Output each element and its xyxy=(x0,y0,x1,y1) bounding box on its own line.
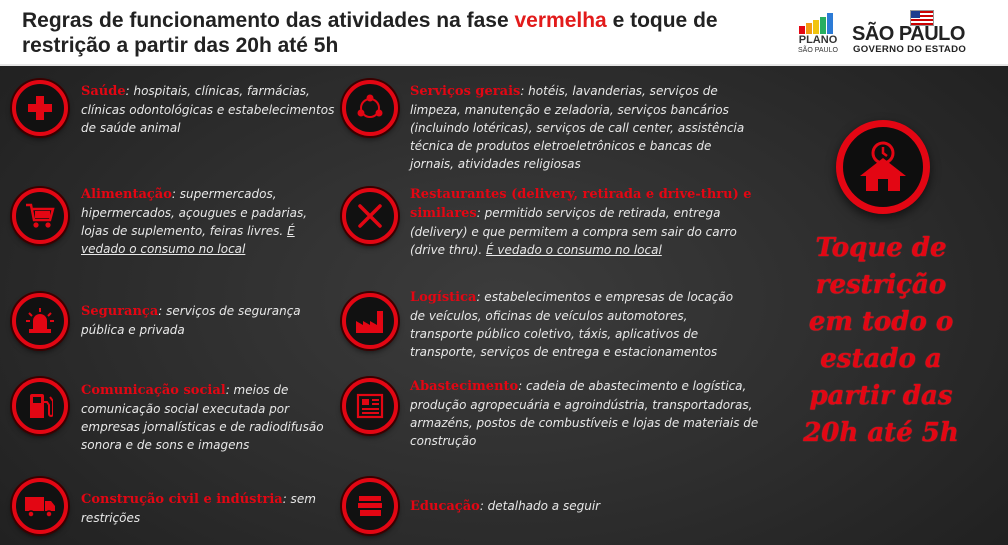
item-label: Comunicação social xyxy=(81,383,226,398)
item-label: Segurança xyxy=(81,304,159,319)
item-label: Construção civil e indústria xyxy=(81,492,283,507)
medical-cross-icon xyxy=(12,80,68,136)
books-icon xyxy=(342,478,398,534)
shopping-cart-icon xyxy=(12,188,68,244)
item-label: Saúde xyxy=(81,84,126,99)
bar-chart-icon xyxy=(799,12,839,34)
curfew-text: Toque de restrição em todo o estado a partir das 20h até 5h xyxy=(803,233,959,448)
item-text: : hotéis, lavanderias, serviços de limpeza, manutenção e zeladoria, serviços bancários (incluindo lotéricas), serviços de call center, assistência técnica de produtos eletroeletrônicos e bancas de jornais, atividades religiosas xyxy=(410,84,745,171)
item-underlined-text: É vedado o consumo no local xyxy=(81,224,295,256)
sp-logo-name: SÃO PAULO xyxy=(852,23,965,45)
title-highlight: vermelha xyxy=(514,9,607,32)
item-text: : supermercados, hipermercados, açougues e padarias, lojas de suplemento, feiras livres. xyxy=(81,187,308,238)
item-text: : meios de comunicação social executada por empresas jornalísticas e de radiodifusão sonora e de sons e imagens xyxy=(81,383,324,452)
plano-label: PLANO xyxy=(798,34,838,46)
item-text: : serviços de segurança pública e privada xyxy=(81,304,301,337)
governo-sp-logo xyxy=(852,8,982,58)
item-text: : estabelecimentos e empresas de locação de veículos, oficinas de veículos automotores, transporte público coletivo, táxis, aplicativos de transporte, serviços de entrega e estacionamentos xyxy=(410,290,734,359)
item-text: : hospitais, clínicas, farmácias, clínicas odontológicas e estabelecimentos de saúde animal xyxy=(81,84,335,135)
newspaper-icon xyxy=(342,378,398,434)
siren-icon xyxy=(12,293,68,349)
item-label: Educação xyxy=(410,499,480,514)
header xyxy=(0,0,1008,66)
item-label: Alimentação xyxy=(81,187,172,202)
item-text: : cadeia de abastecimento e logística, produção agropecuária e agroindústria, transportadoras, armazéns, postos de combustíveis e lojas de materiais de construção xyxy=(410,379,759,448)
truck-icon xyxy=(12,478,68,534)
item-underlined-text: É vedado o consumo no local xyxy=(486,243,662,257)
page-title: Regras de funcionamento das atividades na fase vermelha e toque de restrição a partir das 20h até 5h xyxy=(22,9,718,57)
factory-icon xyxy=(342,293,398,349)
item-text: : detalhado a seguir xyxy=(479,499,601,513)
item-text: : permitido serviços de retirada, entrega (delivery) e que permitem a compra sem sair do carro (drive thru). xyxy=(410,206,737,257)
fork-knife-icon xyxy=(342,188,398,244)
item-label: Restaurantes (delivery, retirada e drive-thru) e similares xyxy=(410,187,752,221)
item-label: Serviços gerais xyxy=(410,84,521,99)
people-network-icon xyxy=(342,80,398,136)
fuel-pump-icon xyxy=(12,378,68,434)
item-text: : sem restrições xyxy=(81,492,316,525)
item-label: Abastecimento xyxy=(410,379,519,394)
house-clock-icon xyxy=(836,120,930,214)
plano-sao-paulo-logo xyxy=(795,10,841,58)
item-label: Logística xyxy=(410,290,477,305)
sp-logo-sub: GOVERNO DO ESTADO xyxy=(853,44,967,55)
plano-sub-label: SÃO PAULO xyxy=(798,47,838,54)
